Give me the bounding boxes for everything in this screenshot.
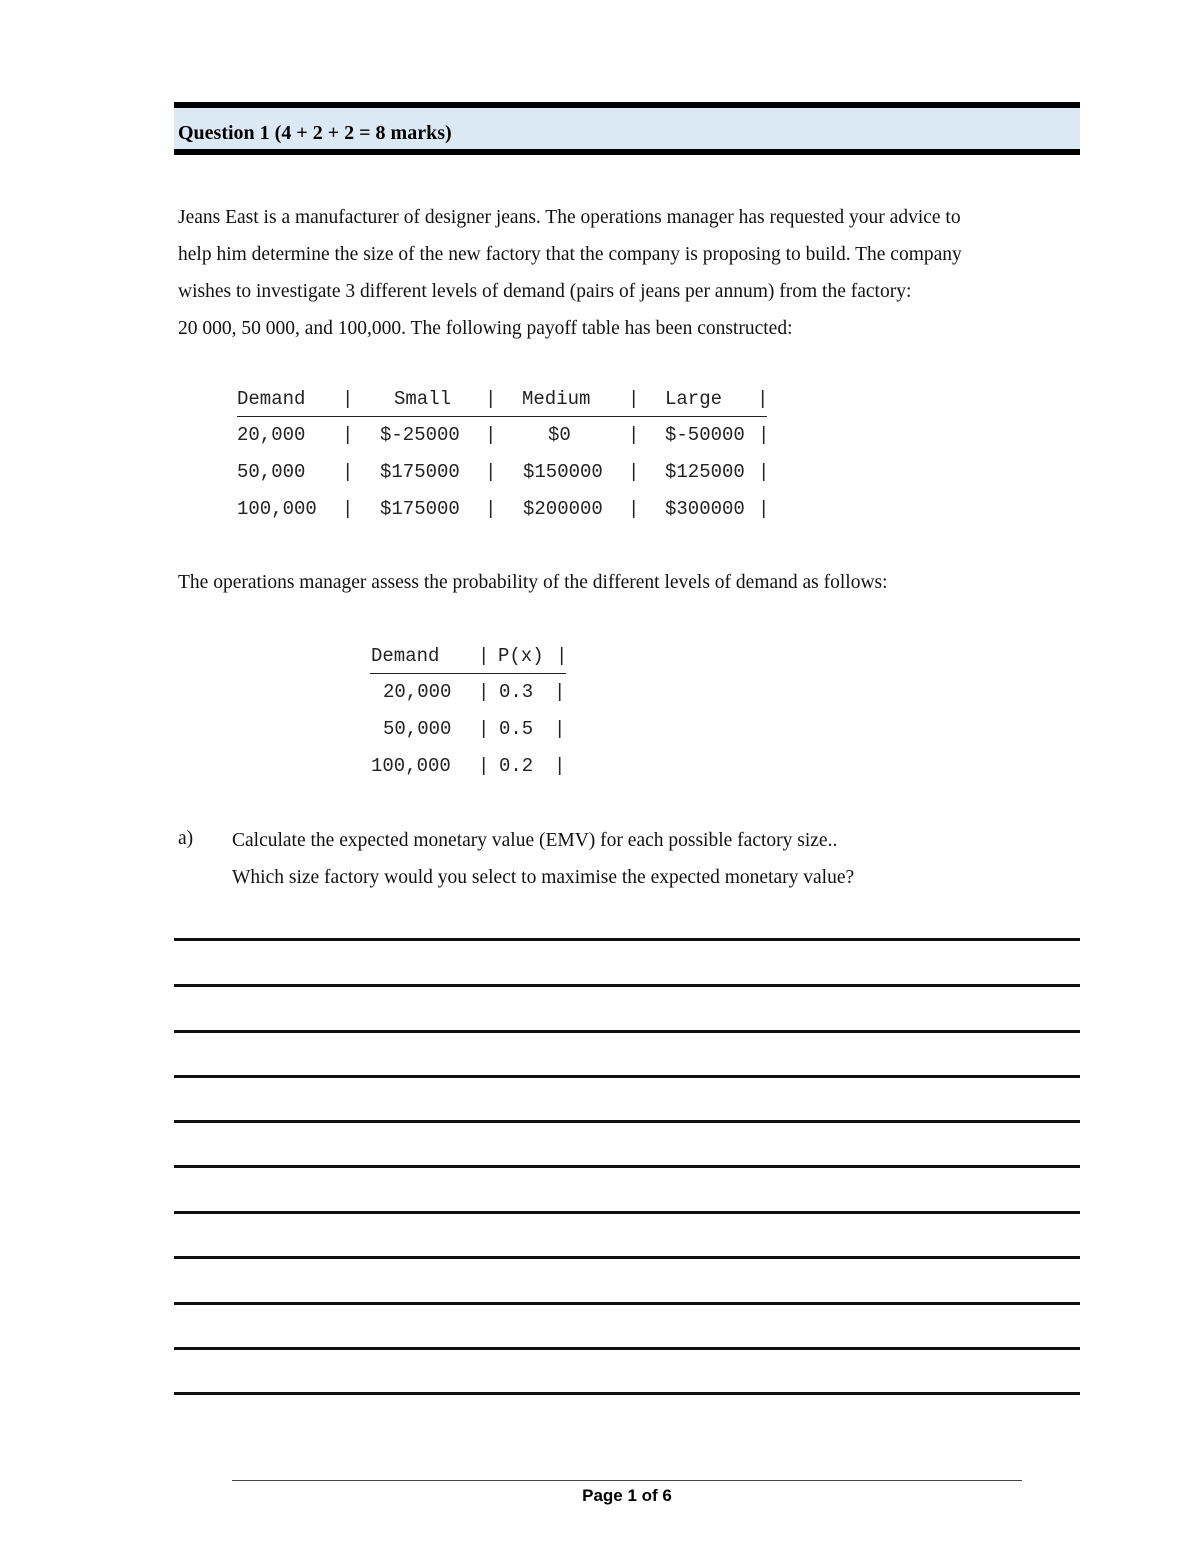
probability-separator: | (478, 755, 490, 777)
payoff-cell-demand: 100,000 (237, 498, 317, 520)
payoff-separator: | (485, 424, 497, 446)
probability-row (370, 714, 566, 744)
payoff-separator: | (628, 498, 640, 520)
payoff-separator: | (485, 388, 497, 410)
payoff-row (237, 494, 770, 524)
answer-line[interactable] (174, 938, 1080, 941)
payoff-separator: | (758, 424, 770, 446)
probability-separator: | (556, 645, 568, 667)
probability-cell-demand: 20,000 (383, 681, 452, 703)
intro-line: Jeans East is a manufacturer of designer jeans. The operations manager has requested your advice to (178, 207, 961, 228)
answer-line[interactable] (174, 1075, 1080, 1078)
part-a-label: a) (178, 828, 194, 849)
payoff-separator: | (758, 461, 770, 483)
payoff-header-demand: Demand (237, 388, 306, 410)
answer-line[interactable] (174, 1302, 1080, 1305)
answer-line[interactable] (174, 1347, 1080, 1350)
payoff-separator: | (758, 498, 770, 520)
probability-cell-demand: 100,000 (371, 755, 451, 777)
probability-separator: | (554, 755, 566, 777)
intro-line: 20 000, 50 000, and 100,000. The following payoff table has been constructed: (178, 318, 793, 339)
probability-table (370, 641, 590, 781)
payoff-header-small: Small (394, 388, 452, 410)
part-a-text (232, 826, 854, 900)
answer-line[interactable] (174, 1211, 1080, 1214)
probability-header-px: P(x) (498, 645, 544, 667)
payoff-separator: | (342, 424, 354, 446)
part-a-line: Which size factory would you select to maximise the expected monetary value? (232, 867, 855, 888)
payoff-row (237, 457, 770, 487)
payoff-separator: | (485, 461, 497, 483)
payoff-cell-small: $175000 (380, 498, 460, 520)
payoff-cell-demand: 50,000 (237, 461, 306, 483)
answer-line[interactable] (174, 1165, 1080, 1168)
payoff-cell-large: $-50000 (665, 424, 745, 446)
payoff-cell-large: $125000 (665, 461, 745, 483)
probability-separator: | (478, 681, 490, 703)
payoff-header-row (237, 386, 767, 417)
payoff-cell-small: $-25000 (380, 424, 460, 446)
probability-cell-px: 0.2 (499, 755, 534, 777)
probability-row (370, 751, 566, 781)
intro-line: wishes to investigate 3 different levels of demand (pairs of jeans per annum) from the factory: (178, 281, 912, 302)
probability-cell-px: 0.3 (499, 681, 534, 703)
answer-line[interactable] (174, 1030, 1080, 1033)
probability-header-demand: Demand (371, 645, 440, 667)
page-number: Page 1 of 6 (582, 1486, 672, 1505)
probability-separator: | (554, 718, 566, 740)
payoff-header-large: Large (665, 388, 723, 410)
payoff-separator: | (342, 461, 354, 483)
answer-line[interactable] (174, 1256, 1080, 1259)
footer-divider (232, 1480, 1022, 1481)
probability-cell-demand: 50,000 (383, 718, 452, 740)
payoff-separator: | (757, 388, 769, 410)
probability-intro: The operations manager assess the probability of the different levels of demand as follows: (178, 572, 888, 593)
payoff-separator: | (628, 424, 640, 446)
intro-line: help him determine the size of the new factory that the company is proposing to build. The company (178, 244, 962, 265)
probability-header-row (370, 643, 566, 674)
payoff-separator: | (342, 498, 354, 520)
answer-line[interactable] (174, 1392, 1080, 1395)
payoff-separator: | (628, 461, 640, 483)
payoff-cell-medium: $0 (548, 424, 571, 446)
payoff-cell-medium: $200000 (523, 498, 603, 520)
probability-separator: | (554, 681, 566, 703)
question-title: Question 1 (4 + 2 + 2 = 8 marks) (178, 122, 452, 144)
probability-separator: | (478, 645, 490, 667)
probability-separator: | (478, 718, 490, 740)
payoff-header-medium: Medium (522, 388, 591, 410)
part-a-line: Calculate the expected monetary value (EMV) for each possible factory size.. (232, 830, 838, 851)
answer-line[interactable] (174, 984, 1080, 987)
payoff-separator: | (628, 388, 640, 410)
payoff-table (237, 384, 797, 524)
payoff-separator: | (485, 498, 497, 520)
payoff-row (237, 420, 770, 450)
probability-row (370, 677, 566, 707)
intro-paragraph (178, 199, 1078, 347)
payoff-cell-small: $175000 (380, 461, 460, 483)
payoff-cell-medium: $150000 (523, 461, 603, 483)
probability-cell-px: 0.5 (499, 718, 534, 740)
question-header-bar (174, 102, 1080, 155)
payoff-separator: | (342, 388, 354, 410)
answer-line[interactable] (174, 1120, 1080, 1123)
payoff-cell-demand: 20,000 (237, 424, 306, 446)
payoff-cell-large: $300000 (665, 498, 745, 520)
